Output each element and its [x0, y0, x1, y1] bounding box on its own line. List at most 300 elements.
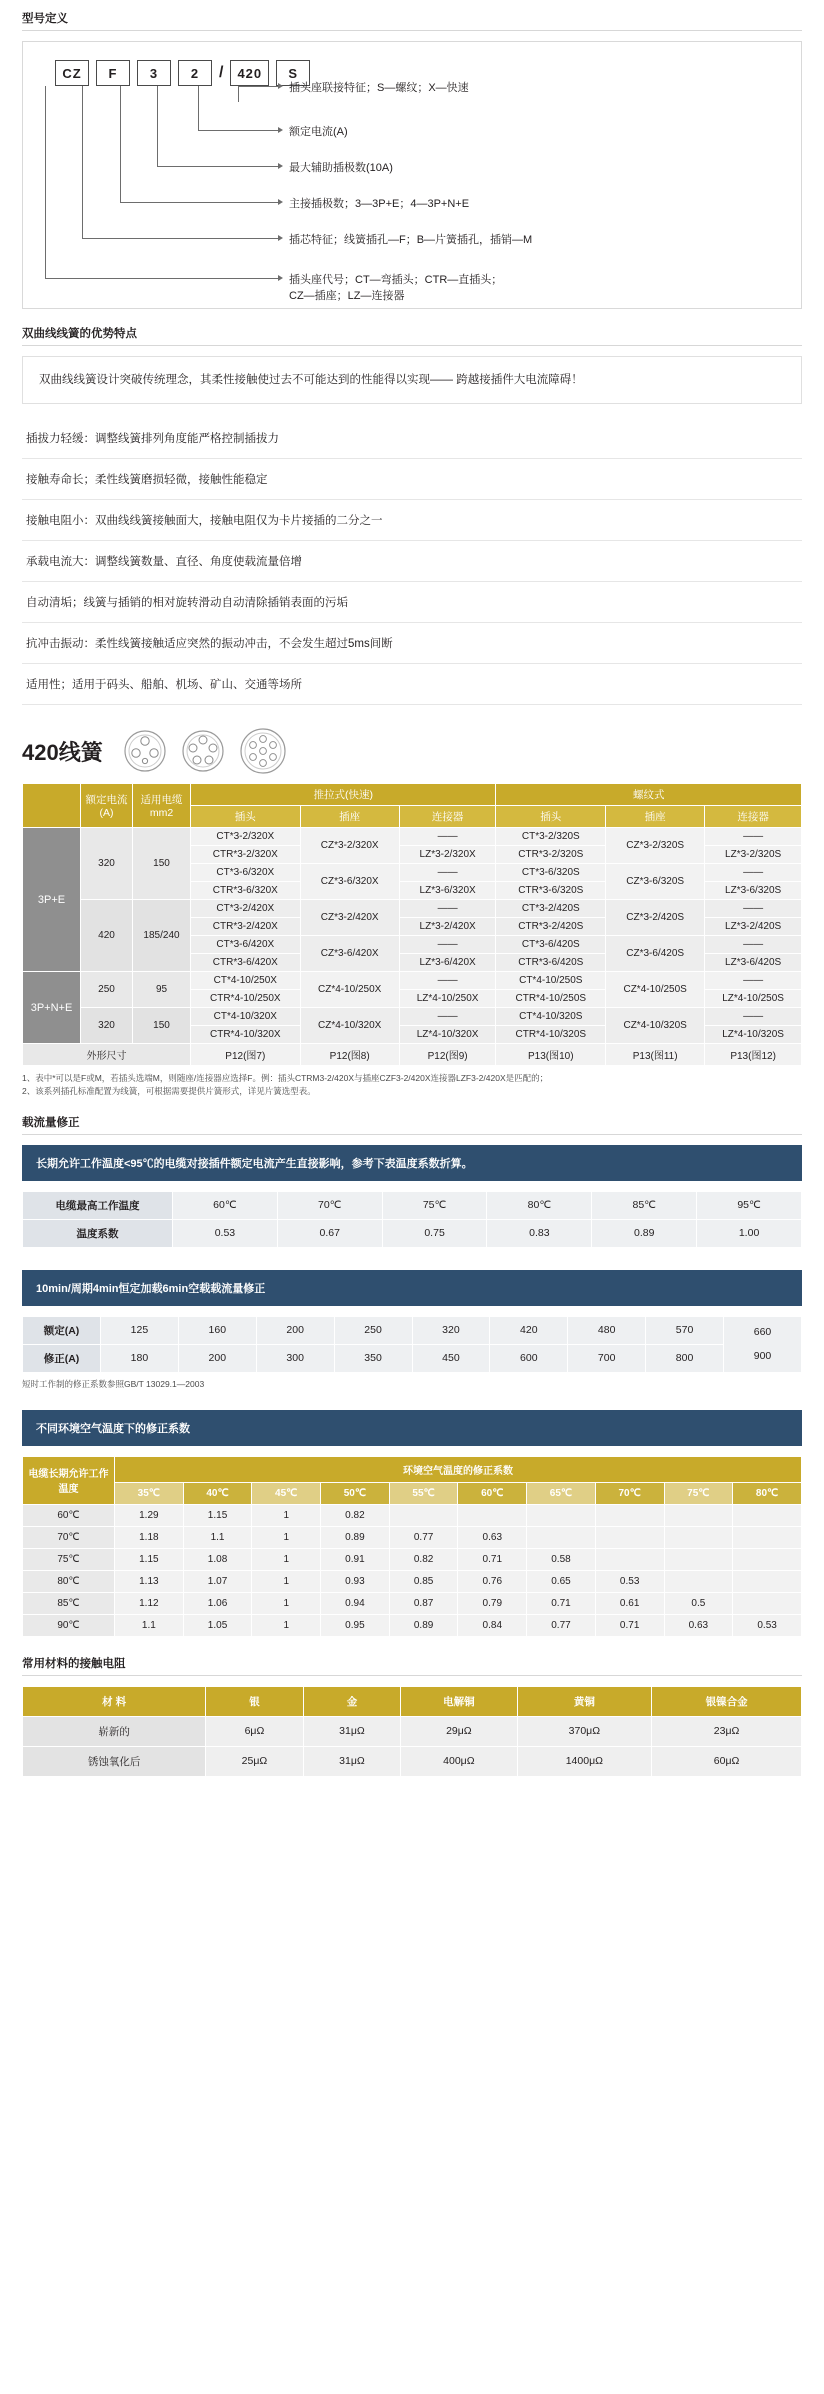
- leader-arrow-1: [278, 83, 283, 89]
- table-row: [23, 1008, 802, 1026]
- env-cell: 1.13: [115, 1570, 184, 1592]
- feature-item: 插拔力轻缓：调整线簧排列角度能严格控制插拔力: [22, 418, 802, 459]
- header-sub-socket-s: 插座: [606, 806, 705, 828]
- cell-conn-x: LZ*3-6/420X: [399, 954, 496, 972]
- cell-conn-x: LZ*4-10/320X: [399, 1026, 496, 1044]
- env-cell: 0.85: [389, 1570, 458, 1592]
- table-row: [23, 900, 802, 918]
- header-material: 材 料: [23, 1686, 206, 1716]
- cell-conn-x: LZ*3-6/320X: [399, 882, 496, 900]
- leader-arrow-3: [278, 163, 283, 169]
- table-row: [23, 972, 802, 990]
- rated-cell: 570: [646, 1316, 724, 1344]
- pole-label-3pe: 3P+E: [23, 828, 81, 972]
- cell-plug-s: CTR*4-10/250S: [496, 990, 606, 1008]
- connector-5pin-icon: [181, 729, 225, 773]
- model-definition-diagram: [22, 41, 802, 309]
- rated-cell: 125: [101, 1316, 179, 1344]
- header-sub-conn-s: 连接器: [705, 806, 802, 828]
- current-correction-bar-2: 10min/周期4min恒定加载6min空载载流量修正: [22, 1270, 802, 1306]
- cell-conn-x: ——: [399, 936, 496, 954]
- env-cell: [527, 1526, 596, 1548]
- table-header-row: [23, 1456, 802, 1482]
- cell-plug-s: CT*3-6/320S: [496, 864, 606, 882]
- table-header-row-1: [23, 784, 802, 806]
- env-cell: 1.15: [183, 1504, 252, 1526]
- section-title-model-definition: 型号定义: [22, 13, 68, 25]
- cell-conn-x: LZ*3-2/320X: [399, 846, 496, 864]
- env-cell: 0.71: [527, 1592, 596, 1614]
- header-rated-current: 额定电流(A): [81, 784, 133, 828]
- dims-cell: P13(图10): [496, 1044, 606, 1066]
- corr-cell: 200: [178, 1344, 256, 1372]
- table-row: [23, 1716, 802, 1746]
- table-row: [23, 1614, 802, 1636]
- env-cell: 1.18: [115, 1526, 184, 1548]
- cell-plug-s: CTR*3-6/420S: [496, 954, 606, 972]
- feature-item: 承载电流大：调整线簧数量、直径、角度使载流量倍增: [22, 541, 802, 582]
- env-cell: 1.29: [115, 1504, 184, 1526]
- header-thread: 螺纹式: [496, 784, 802, 806]
- res-cell: 23μΩ: [652, 1716, 802, 1746]
- rated-current-420: 420: [81, 900, 133, 972]
- coeff-cell: 0.89: [592, 1219, 697, 1247]
- table-header-row-temps: [23, 1482, 802, 1504]
- header-gold: 金: [303, 1686, 400, 1716]
- cell-plug-s: CT*3-2/320S: [496, 828, 606, 846]
- header-silver-nickel: 银镍合金: [652, 1686, 802, 1716]
- code-slash: /: [219, 64, 224, 81]
- header-temp: 70℃: [595, 1482, 664, 1504]
- res-cell: 60μΩ: [652, 1746, 802, 1776]
- env-cell: 0.58: [527, 1548, 596, 1570]
- cable-150b: 150: [133, 1008, 191, 1044]
- cell-conn-x: ——: [399, 828, 496, 846]
- section-title-resistance: 常用材料的接触电阻: [22, 1657, 126, 1670]
- row-temp-label: 85℃: [23, 1592, 115, 1614]
- dims-cell: P13(图12): [705, 1044, 802, 1066]
- env-cell: 0.53: [733, 1614, 802, 1636]
- header-temp: 50℃: [321, 1482, 390, 1504]
- feature-item: 自动清垢；线簧与插销的相对旋转滑动自动清除插销表面的污垢: [22, 582, 802, 623]
- duty-cycle-table: [22, 1316, 802, 1373]
- env-cell: 0.71: [595, 1614, 664, 1636]
- cell-conn-s: ——: [705, 828, 802, 846]
- env-cell: 0.93: [321, 1570, 390, 1592]
- res-cell: 31μΩ: [303, 1746, 400, 1776]
- rated-current-320b: 320: [81, 1008, 133, 1044]
- row-temp-label: 70℃: [23, 1526, 115, 1548]
- cell-plug-x: CTR*3-2/420X: [191, 918, 301, 936]
- env-cell: 1: [252, 1592, 321, 1614]
- header-copper: 电解铜: [401, 1686, 517, 1716]
- cell-conn-s: LZ*3-6/320S: [705, 882, 802, 900]
- env-cell: [595, 1504, 664, 1526]
- cell-socket-s: CZ*3-2/420S: [606, 900, 705, 936]
- table-row: [23, 1316, 802, 1344]
- cell-plug-x: CTR*4-10/250X: [191, 990, 301, 1008]
- spec-table-notes: [22, 1072, 802, 1098]
- env-cell: 0.63: [458, 1526, 527, 1548]
- row-label-temp-coeff: 温度系数: [23, 1219, 173, 1247]
- current-correction-bar-1: 长期允许工作温度<95℃的电缆对接插件额定电流产生直接影响，参考下表温度系数折算。: [22, 1145, 802, 1181]
- rated-current-320: 320: [81, 828, 133, 900]
- leader-arrow-6: [278, 275, 283, 281]
- table-row: [23, 828, 802, 846]
- legend-text-7: CZ—插座；LZ—连接器: [289, 290, 405, 302]
- temp-cell: 60℃: [173, 1191, 278, 1219]
- env-cell: 1: [252, 1570, 321, 1592]
- cell-plug-x: CT*3-6/420X: [191, 936, 301, 954]
- cell-plug-s: CTR*3-6/320S: [496, 882, 606, 900]
- cell-conn-s: LZ*4-10/250S: [705, 990, 802, 1008]
- code-cell-2: 3: [137, 60, 171, 86]
- leader-line-v-4: [120, 86, 121, 202]
- env-cell: 0.82: [321, 1504, 390, 1526]
- dims-cell: P13(图11): [606, 1044, 705, 1066]
- cell-conn-s: LZ*3-2/320S: [705, 846, 802, 864]
- env-correction-bar: 不同环境空气温度下的修正系数: [22, 1410, 802, 1446]
- leader-line-h-6: [45, 278, 278, 279]
- cell-plug-x: CT*3-6/320X: [191, 864, 301, 882]
- table-row: [23, 1592, 802, 1614]
- cell-socket-s: CZ*3-2/320S: [606, 828, 705, 864]
- res-cell: 31μΩ: [303, 1716, 400, 1746]
- section-title-current-correction: 载流量修正: [22, 1116, 80, 1129]
- cell-socket-x: CZ*3-6/420X: [300, 936, 399, 972]
- cell-socket-x: CZ*3-2/420X: [300, 900, 399, 936]
- cell-conn-s: ——: [705, 1008, 802, 1026]
- env-cell: 0.77: [389, 1526, 458, 1548]
- leader-line-h-5: [82, 238, 278, 239]
- coeff-cell: 1.00: [697, 1219, 802, 1247]
- res-cell: 6μΩ: [206, 1716, 303, 1746]
- corr-cell: 800: [646, 1344, 724, 1372]
- rated-cell: 250: [334, 1316, 412, 1344]
- cell-plug-s: CTR*4-10/320S: [496, 1026, 606, 1044]
- env-cell: [664, 1548, 733, 1570]
- rated-cell: 160: [178, 1316, 256, 1344]
- env-cell: 0.91: [321, 1548, 390, 1570]
- corr-900: 900: [753, 1350, 772, 1363]
- header-silver: 银: [206, 1686, 303, 1716]
- header-sub-conn-x: 连接器: [399, 806, 496, 828]
- row-label-oxidized: 锈蚀氧化后: [23, 1746, 206, 1776]
- cell-conn-s: LZ*3-6/420S: [705, 954, 802, 972]
- legend-text-6: 插头座代号；CT—弯插头；CTR—直插头；: [289, 274, 503, 286]
- connector-icons: [123, 727, 287, 775]
- env-cell: 0.79: [458, 1592, 527, 1614]
- cell-plug-s: CTR*3-2/420S: [496, 918, 606, 936]
- env-cell: [733, 1548, 802, 1570]
- table-row: [23, 1526, 802, 1548]
- cell-socket-x: CZ*4-10/250X: [300, 972, 399, 1008]
- legend-text-2: 额定电流(A): [289, 126, 348, 138]
- dims-cell: P12(图7): [191, 1044, 301, 1066]
- features-lead: 双曲线线簧设计突破传统理念，其柔性接触使过去不可能达到的性能得以实现—— 跨越接插件大电流障碍！: [22, 356, 802, 404]
- env-cell: 1: [252, 1526, 321, 1548]
- row-label-rated: 额定(A): [23, 1316, 101, 1344]
- env-cell: 0.89: [389, 1614, 458, 1636]
- temp-coefficient-table: [22, 1191, 802, 1248]
- heading-420-text: 420线簧: [22, 739, 103, 765]
- res-cell: 370μΩ: [517, 1716, 652, 1746]
- feature-item: 抗冲击振动：柔性线簧接触适应突然的振动冲击，不会发生超过5ms间断: [22, 623, 802, 664]
- pole-label-3pne: 3P+N+E: [23, 972, 81, 1044]
- env-cell: 0.63: [664, 1614, 733, 1636]
- dims-cell: P12(图9): [399, 1044, 496, 1066]
- legend-text-3: 最大辅助插极数(10A): [289, 162, 393, 174]
- cell-plug-s: CT*3-2/420S: [496, 900, 606, 918]
- env-cell: 0.61: [595, 1592, 664, 1614]
- leader-arrow-4: [278, 199, 283, 205]
- feature-item: 接触寿命长；柔性线簧磨损轻微，接触性能稳定: [22, 459, 802, 500]
- corr-cell: 180: [101, 1344, 179, 1372]
- rated-cell-660: [724, 1316, 802, 1372]
- cell-conn-s: ——: [705, 936, 802, 954]
- code-cell-1: F: [96, 60, 130, 86]
- cell-conn-x: ——: [399, 972, 496, 990]
- cell-plug-x: CTR*4-10/320X: [191, 1026, 301, 1044]
- table-row: [23, 1191, 802, 1219]
- cell-plug-x: CT*3-2/320X: [191, 828, 301, 846]
- row-label-corr: 修正(A): [23, 1344, 101, 1372]
- leader-line-v-3: [157, 86, 158, 166]
- res-cell: 1400μΩ: [517, 1746, 652, 1776]
- cell-socket-s: CZ*3-6/320S: [606, 864, 705, 900]
- rated-660: 660: [753, 1326, 772, 1339]
- env-cell: 0.5: [664, 1592, 733, 1614]
- leader-line-h-3: [157, 166, 278, 167]
- env-cell: [389, 1504, 458, 1526]
- env-cell: 0.84: [458, 1614, 527, 1636]
- header-temp: 80℃: [733, 1482, 802, 1504]
- rated-cell: 200: [256, 1316, 334, 1344]
- cell-plug-s: CTR*3-2/320S: [496, 846, 606, 864]
- section-title-features: 双曲线线簧的优势特点: [22, 328, 137, 340]
- header-temp: 55℃: [389, 1482, 458, 1504]
- header-cable-temp: 电缆长期允许工作温度: [23, 1456, 115, 1504]
- env-cell: 0.89: [321, 1526, 390, 1548]
- header-sub-plug-s: 插头: [496, 806, 606, 828]
- env-cell: 1: [252, 1504, 321, 1526]
- env-cell: [664, 1526, 733, 1548]
- env-cell: 0.53: [595, 1570, 664, 1592]
- temp-cell: 95℃: [697, 1191, 802, 1219]
- cell-plug-x: CT*4-10/250X: [191, 972, 301, 990]
- corr-cell: 700: [568, 1344, 646, 1372]
- env-cell: 0.76: [458, 1570, 527, 1592]
- divider-features: [22, 345, 802, 346]
- cell-socket-x: CZ*3-6/320X: [300, 864, 399, 900]
- divider: [22, 30, 802, 31]
- legend-text-1: 插头座联接特征；S—螺纹；X—快速: [289, 82, 469, 94]
- env-cell: 0.95: [321, 1614, 390, 1636]
- env-cell: 1.06: [183, 1592, 252, 1614]
- table-row: [23, 1746, 802, 1776]
- table-row-dimensions: [23, 1044, 802, 1066]
- env-cell: 1.1: [183, 1526, 252, 1548]
- temp-cell: 80℃: [487, 1191, 592, 1219]
- corr-cell: 350: [334, 1344, 412, 1372]
- env-cell: 0.82: [389, 1548, 458, 1570]
- corr-cell: 450: [412, 1344, 490, 1372]
- leader-line-v-5: [82, 86, 83, 238]
- rated-cell: 320: [412, 1316, 490, 1344]
- header-blank: [23, 784, 81, 828]
- cell-plug-x: CTR*3-6/320X: [191, 882, 301, 900]
- coeff-cell: 0.83: [487, 1219, 592, 1247]
- table-row: [23, 1504, 802, 1526]
- header-temp: 35℃: [115, 1482, 184, 1504]
- env-cell: 0.71: [458, 1548, 527, 1570]
- feature-item: 适用性；适用于码头、船舶、机场、矿山、交通等场所: [22, 664, 802, 705]
- row-temp-label: 60℃: [23, 1504, 115, 1526]
- duty-cycle-footnote: 短时工作制的修正系数参照GB/T 13029.1—2003: [22, 1378, 205, 1389]
- row-temp-label: 90℃: [23, 1614, 115, 1636]
- note-1: 1、表中*可以是F或M，若插头选端M，则随座/连接器应选择F。例：插头CTRM3-2/420X与插座CZF3-2/420X连接器LZF3-2/420X是匹配的；: [22, 1073, 549, 1084]
- temp-cell: 75℃: [382, 1191, 487, 1219]
- corr-cell: 600: [490, 1344, 568, 1372]
- cell-conn-x: LZ*4-10/250X: [399, 990, 496, 1008]
- divider-current: [22, 1134, 802, 1135]
- leader-line-h-2: [198, 130, 278, 131]
- env-cell: [664, 1570, 733, 1592]
- rated-cell: 420: [490, 1316, 568, 1344]
- dims-label: 外形尺寸: [23, 1044, 191, 1066]
- cell-socket-s: CZ*3-6/420S: [606, 936, 705, 972]
- res-cell: 29μΩ: [401, 1716, 517, 1746]
- code-cell-4: 420: [230, 60, 269, 86]
- heading-420: [22, 727, 802, 775]
- cell-conn-x: ——: [399, 1008, 496, 1026]
- cell-conn-s: ——: [705, 900, 802, 918]
- code-cell-3: 2: [178, 60, 212, 86]
- env-cell: 1: [252, 1614, 321, 1636]
- table-row: [23, 1344, 802, 1372]
- leader-line-h-1: [238, 86, 278, 87]
- cell-conn-x: ——: [399, 900, 496, 918]
- coeff-cell: 0.75: [382, 1219, 487, 1247]
- document-page: [0, 10, 824, 1807]
- cell-conn-s: ——: [705, 864, 802, 882]
- env-cell: [733, 1526, 802, 1548]
- cell-conn-s: LZ*4-10/320S: [705, 1026, 802, 1044]
- row-temp-label: 80℃: [23, 1570, 115, 1592]
- env-cell: [733, 1504, 802, 1526]
- cell-conn-s: ——: [705, 972, 802, 990]
- env-cell: [527, 1504, 596, 1526]
- legend-text-4: 主接插极数；3—3P+E；4—3P+N+E: [289, 198, 470, 210]
- header-cable: 适用电缆mm2: [133, 784, 191, 828]
- env-cell: 1.1: [115, 1614, 184, 1636]
- env-cell: 0.77: [527, 1614, 596, 1636]
- cell-socket-x: CZ*3-2/320X: [300, 828, 399, 864]
- env-cell: [733, 1570, 802, 1592]
- cell-plug-x: CT*4-10/320X: [191, 1008, 301, 1026]
- coeff-cell: 0.53: [173, 1219, 278, 1247]
- row-label-new: 崭新的: [23, 1716, 206, 1746]
- leader-line-v-6: [45, 86, 46, 278]
- code-cell-5: S: [276, 60, 310, 86]
- env-cell: 1.08: [183, 1548, 252, 1570]
- corr-cell: 300: [256, 1344, 334, 1372]
- cable-185-240: 185/240: [133, 900, 191, 972]
- env-cell: [733, 1592, 802, 1614]
- header-sub-plug-x: 插头: [191, 806, 301, 828]
- env-cell: 0.87: [389, 1592, 458, 1614]
- cell-conn-x: ——: [399, 864, 496, 882]
- env-cell: [595, 1526, 664, 1548]
- env-cell: 1.07: [183, 1570, 252, 1592]
- res-cell: 25μΩ: [206, 1746, 303, 1776]
- res-cell: 400μΩ: [401, 1746, 517, 1776]
- cell-plug-s: CT*4-10/250S: [496, 972, 606, 990]
- env-cell: 0.94: [321, 1592, 390, 1614]
- env-cell: 1.15: [115, 1548, 184, 1570]
- cable-95: 95: [133, 972, 191, 1008]
- rated-cell: 480: [568, 1316, 646, 1344]
- header-temp: 65℃: [527, 1482, 596, 1504]
- header-env-coeff: 环境空气温度的修正系数: [115, 1456, 802, 1482]
- cell-conn-x: LZ*3-2/420X: [399, 918, 496, 936]
- note-2: 2、该系列插孔标准配置为线簧，可根据需要提供片簧形式，详见片簧选型表。: [22, 1086, 316, 1097]
- connector-multipin-icon: [239, 727, 287, 775]
- env-cell: 1: [252, 1548, 321, 1570]
- connector-4pin-icon: [123, 729, 167, 773]
- header-temp: 60℃: [458, 1482, 527, 1504]
- leader-line-v-1: [238, 86, 239, 102]
- features-list: [22, 418, 802, 705]
- resistance-table: [22, 1686, 802, 1777]
- header-sub-socket-x: 插座: [300, 806, 399, 828]
- header-brass: 黄铜: [517, 1686, 652, 1716]
- cell-plug-s: CT*3-6/420S: [496, 936, 606, 954]
- header-temp: 75℃: [664, 1482, 733, 1504]
- env-correction-table: [22, 1456, 802, 1637]
- table-header-row: [23, 1686, 802, 1716]
- env-cell: 1.05: [183, 1614, 252, 1636]
- temp-cell: 70℃: [277, 1191, 382, 1219]
- cell-plug-x: CT*3-2/420X: [191, 900, 301, 918]
- cell-plug-x: CTR*3-6/420X: [191, 954, 301, 972]
- temp-cell: 85℃: [592, 1191, 697, 1219]
- table-row: [23, 1570, 802, 1592]
- feature-item: 接触电阻小：双曲线线簧接触面大，接触电阻仅为卡片接插的二分之一: [22, 500, 802, 541]
- header-push-pull: 推拉式(快速): [191, 784, 496, 806]
- cell-socket-s: CZ*4-10/250S: [606, 972, 705, 1008]
- leader-arrow-2: [278, 127, 283, 133]
- row-label-max-temp: 电缆最高工作温度: [23, 1191, 173, 1219]
- rated-current-250: 250: [81, 972, 133, 1008]
- table-row: [23, 1548, 802, 1570]
- leader-line-h-4: [120, 202, 278, 203]
- dims-cell: P12(图8): [300, 1044, 399, 1066]
- cell-socket-x: CZ*4-10/320X: [300, 1008, 399, 1044]
- code-cell-0: CZ: [55, 60, 89, 86]
- header-temp: 45℃: [252, 1482, 321, 1504]
- coeff-cell: 0.67: [277, 1219, 382, 1247]
- header-temp: 40℃: [183, 1482, 252, 1504]
- cell-plug-s: CT*4-10/320S: [496, 1008, 606, 1026]
- env-cell: [595, 1548, 664, 1570]
- cable-150: 150: [133, 828, 191, 900]
- cell-plug-x: CTR*3-2/320X: [191, 846, 301, 864]
- env-cell: [458, 1504, 527, 1526]
- leader-arrow-5: [278, 235, 283, 241]
- legend-text-5: 插芯特征；线簧插孔—F；B—片簧插孔，插销—M: [289, 234, 533, 246]
- table-row: [23, 1219, 802, 1247]
